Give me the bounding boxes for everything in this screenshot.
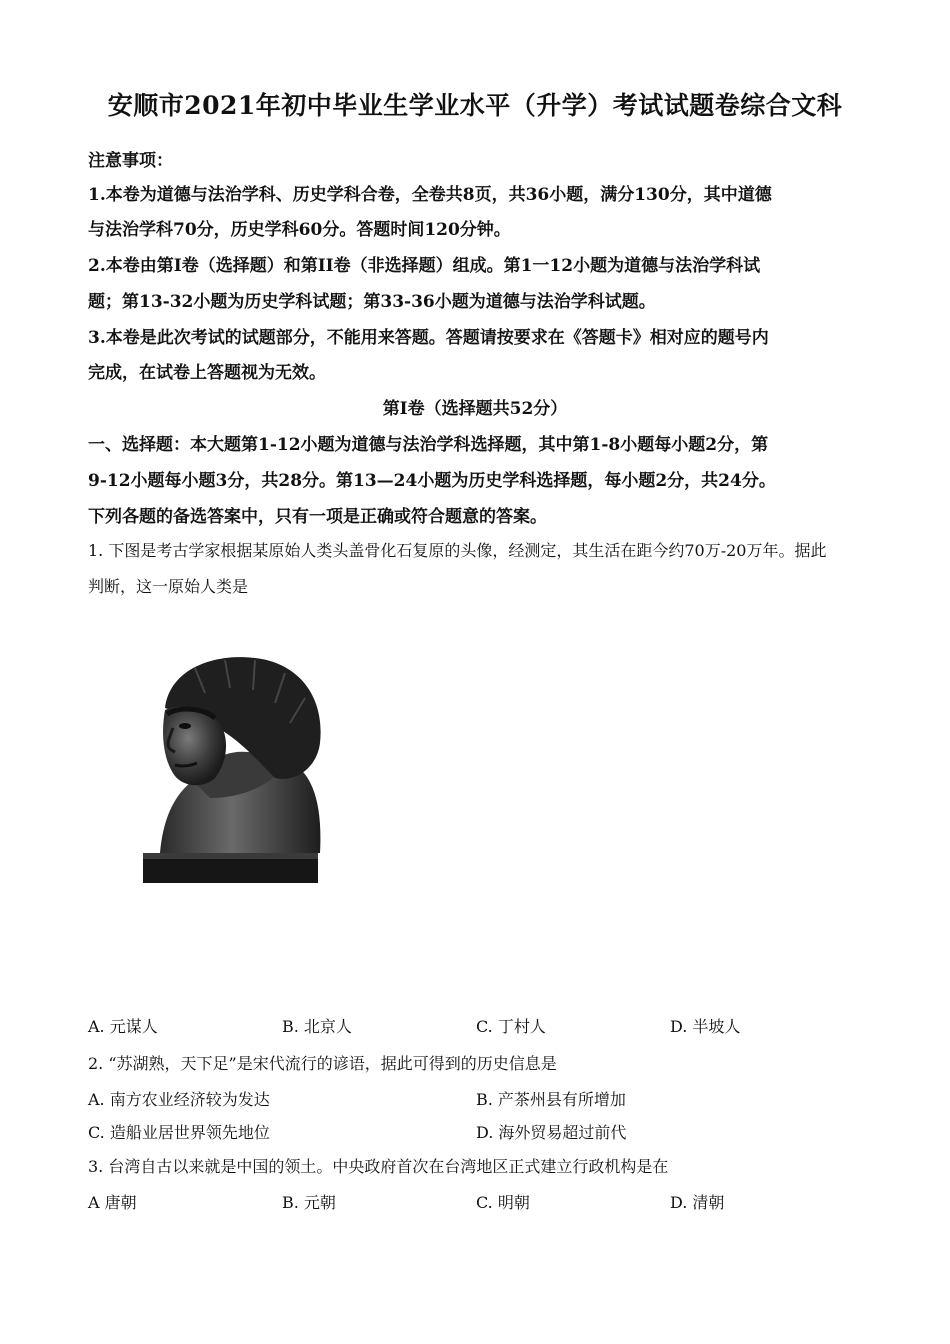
- q1-option-c: C. 丁村人: [476, 1017, 546, 1036]
- q1-option-a: A. 元谋人: [88, 1017, 158, 1036]
- q3-option-b: B. 元朝: [282, 1193, 336, 1212]
- section-instruction: 下列各题的备选答案中，只有一项是正确或符合题意的答案。: [88, 507, 547, 527]
- notes-line: 完成，在试卷上答题视为无效。: [88, 363, 326, 383]
- question-2-stem: 2. “苏湖熟，天下足”是宋代流行的谚语，据此可得到的历史信息是: [88, 1054, 557, 1073]
- page-title: 安顺市2021年初中毕业生学业水平（升学）考试试题卷综合文科: [107, 91, 843, 120]
- q1-option-b: B. 北京人: [282, 1017, 352, 1036]
- hominid-bust-image: [135, 648, 335, 898]
- section-instruction: 9-12小题每小题3分，共28分。第13—24小题为历史学科选择题，每小题2分，共24分。: [88, 471, 776, 491]
- notes-line: 3.本卷是此次考试的试题部分，不能用来答题。答题请按要求在《答题卡》相对应的题号内: [88, 328, 769, 348]
- q3-option-a: A 唐朝: [88, 1193, 137, 1212]
- question-3-stem: 3. 台湾自古以来就是中国的领土。中央政府首次在台湾地区正式建立行政机构是在: [88, 1157, 669, 1176]
- q1-option-d: D. 半坡人: [670, 1017, 741, 1036]
- section-title: 第I卷（选择题共52分）: [382, 399, 568, 419]
- question-1-stem: 判断，这一原始人类是: [88, 577, 249, 596]
- q2-option-c: C. 造船业居世界领先地位: [88, 1123, 270, 1142]
- notes-line: 题；第13-32小题为历史学科试题；第33-36小题为道德与法治学科试题。: [88, 292, 656, 312]
- notes-line: 1.本卷为道德与法治学科、历史学科合卷，全卷共8页，共36小题，满分130分，其中道德: [88, 185, 772, 205]
- notes-line: 与法治学科70分，历史学科60分。答题时间120分钟。: [88, 220, 511, 240]
- q2-option-a: A. 南方农业经济较为发达: [88, 1090, 270, 1109]
- q3-option-d: D. 清朝: [670, 1193, 725, 1212]
- q2-option-d: D. 海外贸易超过前代: [476, 1123, 627, 1142]
- q3-option-c: C. 明朝: [476, 1193, 530, 1212]
- notes-line: 2.本卷由第I卷（选择题）和第II卷（非选择题）组成。第1一12小题为道德与法治学科试: [88, 256, 761, 276]
- question-1-stem: 1. 下图是考古学家根据某原始人类头盖骨化石复原的头像，经测定，其生活在距今约70万-20万年。据此: [88, 541, 827, 560]
- section-instruction: 一、选择题：本大题第1-12小题为道德与法治学科选择题，其中第1-8小题每小题2分，第: [88, 435, 769, 455]
- notes-heading: 注意事项：: [88, 151, 173, 171]
- q2-option-b: B. 产茶州县有所增加: [476, 1090, 626, 1109]
